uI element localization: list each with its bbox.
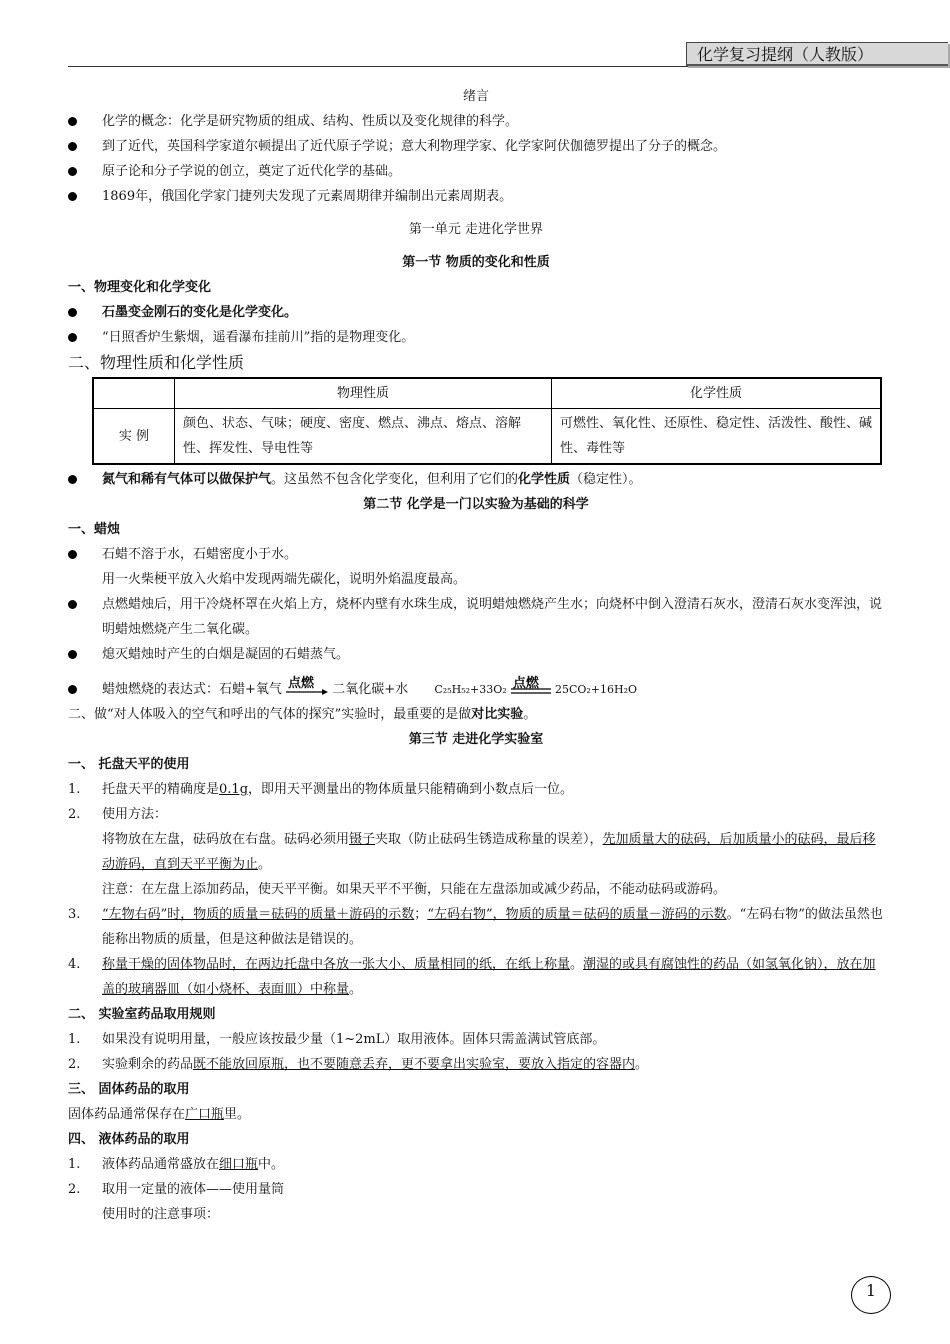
text-span: 。 (349, 982, 363, 997)
list-item (68, 300, 884, 325)
list-item: 到了近代，英国科学家道尔顿提出了近代原子学说；意大利物理学家、化学家阿伏伽德罗提出了分子的概念。 (68, 134, 884, 159)
text-span: 实验剩余的药品 (102, 1057, 194, 1072)
table-cell: 可燃性、氧化性、还原性、稳定性、活泼性、酸性、碱性、毒性等 (552, 409, 882, 465)
table-corner-cell (93, 378, 175, 409)
underlined-text: 细口瓶 (219, 1157, 259, 1172)
reaction-arrow-icon (286, 675, 328, 697)
item-number: 2. (68, 1057, 81, 1072)
reaction-condition: 点燃 (512, 675, 539, 691)
item-number: 1. (68, 782, 81, 797)
list-item: 化学的概念：化学是研究物质的组成、结构、性质以及变化规律的科学。 (68, 109, 884, 134)
subheading: 四、 液体药品的取用 (68, 1132, 190, 1147)
text-span: 托盘天平的精确度是 (102, 782, 220, 797)
subheading: 一、蜡烛 (68, 522, 121, 537)
item-number: 1. (68, 1157, 81, 1172)
paragraph (68, 827, 884, 877)
text-span: 使用方法： (102, 807, 168, 822)
text-span: 里。 (224, 1107, 251, 1122)
table-header-cell: 物理性质 (175, 378, 552, 409)
numbered-item (68, 902, 884, 952)
list-item: 1869年，俄国化学家门捷列夫发现了元素周期律并编制出元素周期表。 (68, 184, 884, 209)
bold-text: 氮气和稀有气体可以做保护气 (102, 472, 272, 487)
paragraph (68, 702, 884, 727)
subheading: 二、物理性质和化学性质 (68, 353, 245, 372)
list-item: 原子论和分子学说的创立，奠定了近代化学的基础。 (68, 159, 884, 184)
text-span: 液体药品通常盛放在 (102, 1157, 220, 1172)
paragraph: 使用时的注意事项： (102, 1207, 220, 1222)
text-span: 。 (258, 857, 272, 872)
reaction-condition: 点燃 (288, 675, 315, 691)
text-span: 如果没有说明用量，一般应该按最少量（1~2mL）取用液体。固体只需盖满试管底部。 (102, 1032, 606, 1047)
text-span: 固体药品通常保存在 (68, 1107, 186, 1122)
text-span: ； (414, 907, 428, 922)
bold-text: 化学性质 (518, 472, 571, 487)
equation-line (68, 677, 884, 702)
text-span: 中。 (258, 1157, 285, 1172)
section-title: 第二节 化学是一门以实验为基础的科学 (363, 497, 589, 512)
list-item: 熄灭蜡烛时产生的白烟是凝固的石蜡蒸气。 (68, 642, 884, 667)
unit-title: 第一单元 走进化学世界 (408, 222, 544, 237)
text-span: 。这虽然不包含化学变化，但利用了它们的 (271, 472, 519, 487)
paragraph: 注意：在左盘上添加药品，使天平平衡。如果天平不平衡，只能在左盘添加或减少药品，不能动砝码或游码。 (102, 882, 727, 897)
text-span: 取用一定量的液体——使用量筒 (102, 1182, 285, 1197)
subheading: 一、 托盘天平的使用 (68, 757, 190, 772)
table-header-cell: 化学性质 (552, 378, 882, 409)
underlined-text: 称量干燥的固体物品时，在两边托盘中各放一张大小、质量相同的纸，在纸上称量 (102, 957, 571, 972)
text-span: 。“左码右物”的做法虽然也能称出物质的质量，但是这种做法是错误的。 (102, 907, 883, 947)
table-row-label: 实 例 (93, 409, 175, 465)
page-number: 1 (851, 1276, 891, 1314)
text-span: 。 (570, 957, 584, 972)
numbered-item (68, 777, 884, 802)
numbered-item (68, 1052, 884, 1077)
numbered-item (68, 1027, 884, 1052)
numbered-item (68, 802, 884, 827)
list-item (68, 467, 884, 492)
table-cell: 颜色、状态、气味；硬度、密度、燃点、沸点、熔点、溶解性、挥发性、导电性等 (175, 409, 552, 465)
subheading: 二、 实验室药品取用规则 (68, 1007, 216, 1022)
numbered-item (68, 1177, 884, 1202)
section-title: 第三节 走进化学实验室 (408, 732, 544, 747)
paragraph (68, 1102, 884, 1127)
text-span: （稳定性）。 (570, 472, 642, 487)
list-item: “日照香炉生紫烟，遥看瀑布挂前川”指的是物理变化。 (68, 325, 884, 350)
item-number: 2. (68, 1182, 81, 1197)
list-item: 点燃蜡烛后，用干冷烧杯罩在火焰上方，烧杯内壁有水珠生成，说明蜡烛燃烧产生水；向烧杯中倒入澄清石灰水，澄清石灰水变浑浊，说明蜡烛燃烧产生二氧化碳。 (68, 592, 884, 642)
underlined-text: 既不能放回原瓶，也不要随意丢弃，更不要拿出实验室，要放入指定的容器内 (193, 1057, 636, 1072)
document-body (68, 84, 884, 1227)
bold-text: 对比实验 (471, 707, 524, 722)
item-number: 2. (68, 807, 81, 822)
text-span: 。 (523, 707, 537, 722)
list-item-continuation: 用一火柴梗平放入火焰中发现两端先碳化，说明外焰温度最高。 (102, 572, 467, 587)
section-title: 第一节 物质的变化和性质 (402, 255, 550, 270)
list-item: 石蜡不溶于水，石蜡密度小于水。 (68, 542, 884, 567)
text-span: 。 (635, 1057, 649, 1072)
equal-sign-icon (511, 675, 551, 697)
numbered-item (68, 952, 884, 1002)
underlined-text: 镊子 (349, 832, 376, 847)
text-span: ，即用天平测量出的物体质量只能精确到小数点后一位。 (248, 782, 574, 797)
intro-title: 绪言 (462, 89, 489, 104)
item-number: 4. (68, 957, 81, 972)
header-title-tab: 化学复习提纲（人教版） (686, 42, 948, 66)
subheading: 三、 固体药品的取用 (68, 1082, 190, 1097)
underlined-text: 0.1g (219, 782, 249, 797)
item-number: 3. (68, 907, 81, 922)
numbered-item (68, 1152, 884, 1177)
text-span: 将物放在左盘，砝码放在右盘。砝码必须用 (102, 832, 350, 847)
subheading: 一、物理变化和化学变化 (68, 280, 212, 295)
equation-text: 蜡烛燃烧的表达式：石蜡+氧气 (102, 682, 282, 697)
underlined-text: 广口瓶 (185, 1107, 225, 1122)
bold-text: 石墨变金刚石的变化是化学变化。 (102, 305, 298, 320)
underlined-text: “左码右物”，物质的质量＝砝码的质量－游码的示数 (427, 907, 727, 922)
item-number: 1. (68, 1032, 81, 1047)
formula-text: 25CO₂+16H₂O (554, 683, 638, 696)
underlined-text: 潮湿的或具有腐蚀性的药品（如氢氧化钠），放在加盖的玻璃器皿（如小烧杯、表面皿）中称量 (102, 957, 876, 997)
properties-table (92, 377, 882, 465)
underlined-text: “左物右码”时，物质的质量＝砝码的质量＋游码的示数 (102, 907, 415, 922)
equation-text: 二氧化碳+水 (332, 682, 409, 697)
underlined-text: 先加质量大的砝码，后加质量小的砝码，最后移动游码，直到天平平衡为止 (102, 832, 876, 872)
text-span: 二、做“对人体吸入的空气和呼出的气体的探究”实验时，最重要的是做 (68, 707, 472, 722)
text-span: 夹取（防止砝码生锈造成称量的误差）， (375, 832, 603, 847)
formula-text: C₂₅H₅₂+33O₂ (434, 683, 507, 696)
